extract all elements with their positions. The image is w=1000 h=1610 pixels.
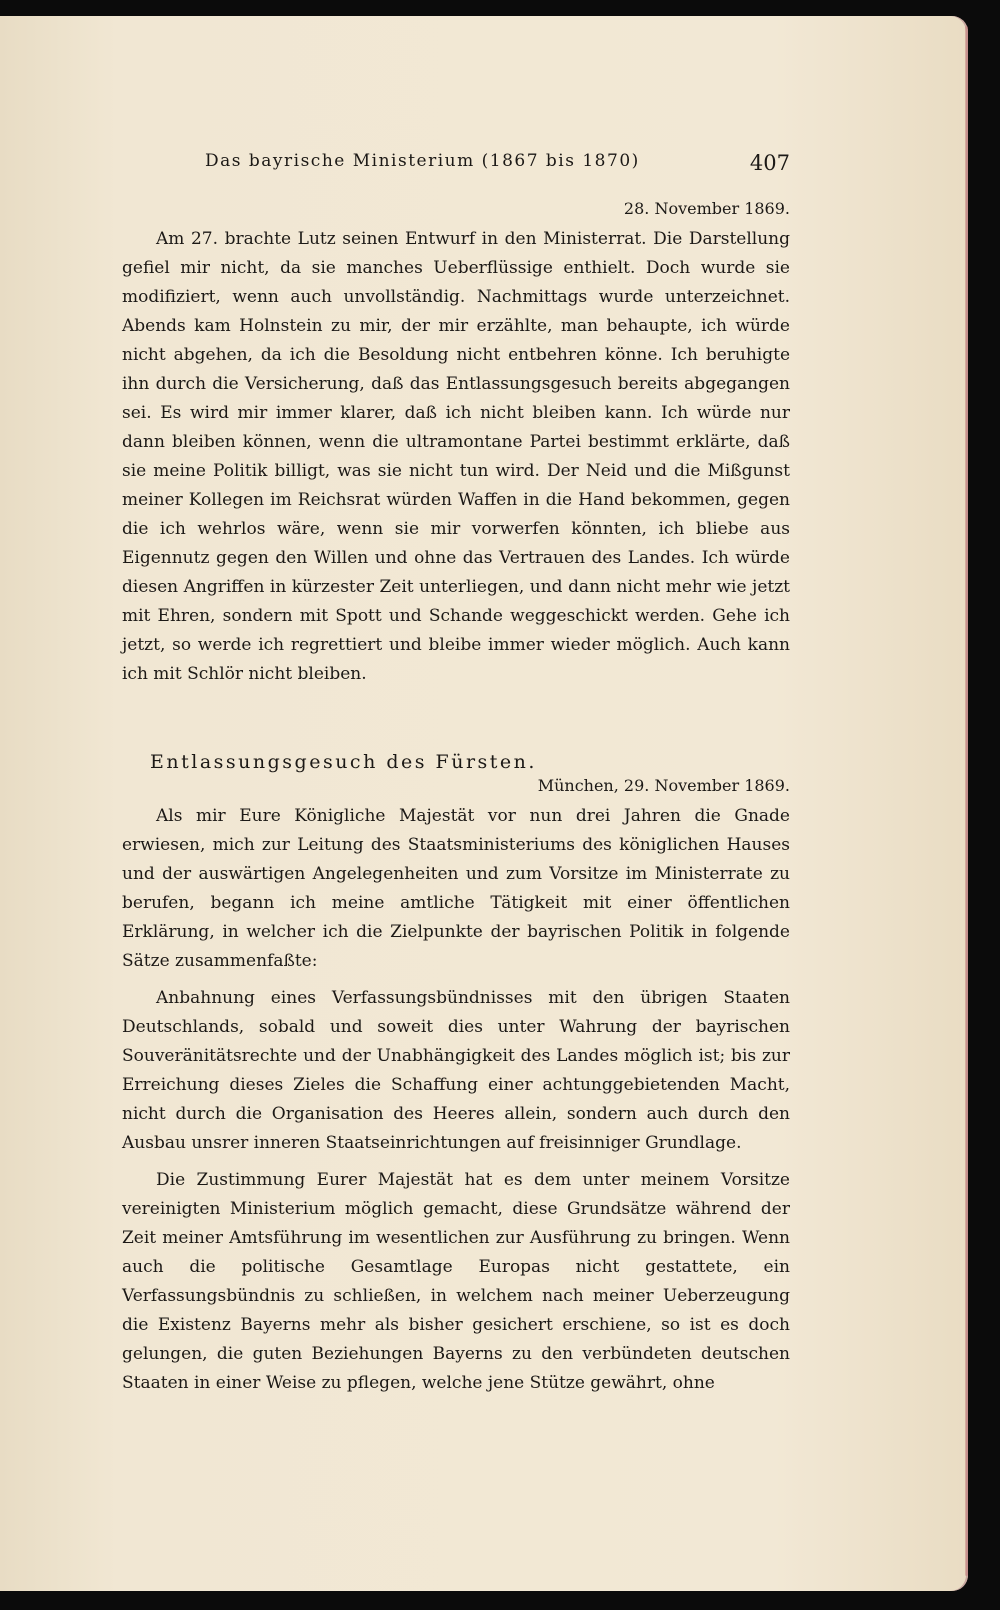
page-header: [205, 151, 790, 181]
running-title: Das bayrische Ministerium (1867 bis 1870): [205, 151, 640, 171]
letter-section: [122, 776, 790, 1398]
page-edge: [965, 26, 968, 1576]
entry-paragraph: Am 27. brachte Lutz seinen Entwurf in den Ministerrat. Die Darstellung gefiel mir nicht, da sie manches Ueberflüssige enthielt. Doch wurde sie modifiziert, wenn auch unvollständig. Nachmittags wurde unterzeichnet. Abends kam Holnstein zu mir, der mir erzählte, man behaupte, ich würde nicht abgehen, da ich die Besoldung nicht entbehren könne. Ich beruhigte ihn durch die Versicherung, daß das Entlassungsgesuch bereits abgegangen sei. Es wird mir immer klarer, daß ich nicht bleiben kann. Ich würde nur dann bleiben können, wenn die ultramontane Partei bestimmt erklärte, daß sie meine Politik billigt, was sie nicht tun wird. Der Neid und die Mißgunst meiner Kollegen im Reichsrat würden Waffen in die Hand bekommen, gegen die ich wehrlos wäre, wenn sie mir vorwerfen könnten, ich bliebe aus Eigennutz gegen den Willen und ohne das Vertrauen des Landes. Ich würde diesen Angriffen in kürzester Zeit unterliegen, und dann nicht mehr wie jetzt mit Ehren, sondern mit Spott und Schande weggeschickt werden. Gehe ich jetzt, so werde ich regrettiert und bleibe immer wieder möglich. Auch kann ich mit Schlör nicht bleiben.: [122, 229, 790, 684]
letter-paragraph: Die Zustimmung Eurer Majestät hat es dem unter meinem Vorsitze vereinigten Ministerium möglich gemacht, diese Grundsätze während der Zeit meiner Amtsführung im wesentlichen zur Ausführung zu bringen. Wenn auch die politische Gesamtlage Europas nicht gestattete, ein Verfassungsbündnis zu schließen, in welchem nach meiner Ueberzeugung die Existenz Bayerns mehr als bisher gesichert erschiene, so ist es doch gelungen, die guten Beziehungen Bayerns zu den verbündeten deutschen Staaten in einer Weise zu pflegen, welche jene Stütze gewährt, ohne: [122, 1170, 790, 1393]
letter-paragraph: Als mir Eure Königliche Majestät vor nun drei Jahren die Gnade erwiesen, mich zur Leitung des Staatsministeriums des königlichen Hauses und der auswärtigen Angelegenheiten und zum Vorsitze im Ministerrate zu berufen, begann ich meine amtliche Tätigkeit mit einer öffentlichen Erklärung, in welcher ich die Zielpunkte der bayrischen Politik in folgende Sätze zusammenfaßte:: [122, 806, 790, 971]
letter-date: München, 29. November 1869.: [537, 776, 790, 795]
section-heading: Entlassungsgesuch des Fürsten.: [150, 751, 537, 773]
diary-entry: [122, 199, 790, 689]
letter-paragraph: Anbahnung eines Verfassungsbündnisses mit den übrigen Staaten Deutschlands, sobald und soweit dies unter Wahrung der bayrischen Souveränitätsrechte und der Unabhängigkeit des Landes möglich ist; bis zur Erreichung dieses Zieles die Schaffung einer achtunggebietenden Macht, nicht durch die Organisation des Heeres allein, sondern auch durch den Ausbau unsrer inneren Staatseinrichtungen auf freisinniger Grundlage.: [122, 988, 790, 1153]
entry-date: 28. November 1869.: [623, 199, 790, 218]
page-number: 407: [749, 151, 790, 175]
book-page: [0, 16, 968, 1591]
